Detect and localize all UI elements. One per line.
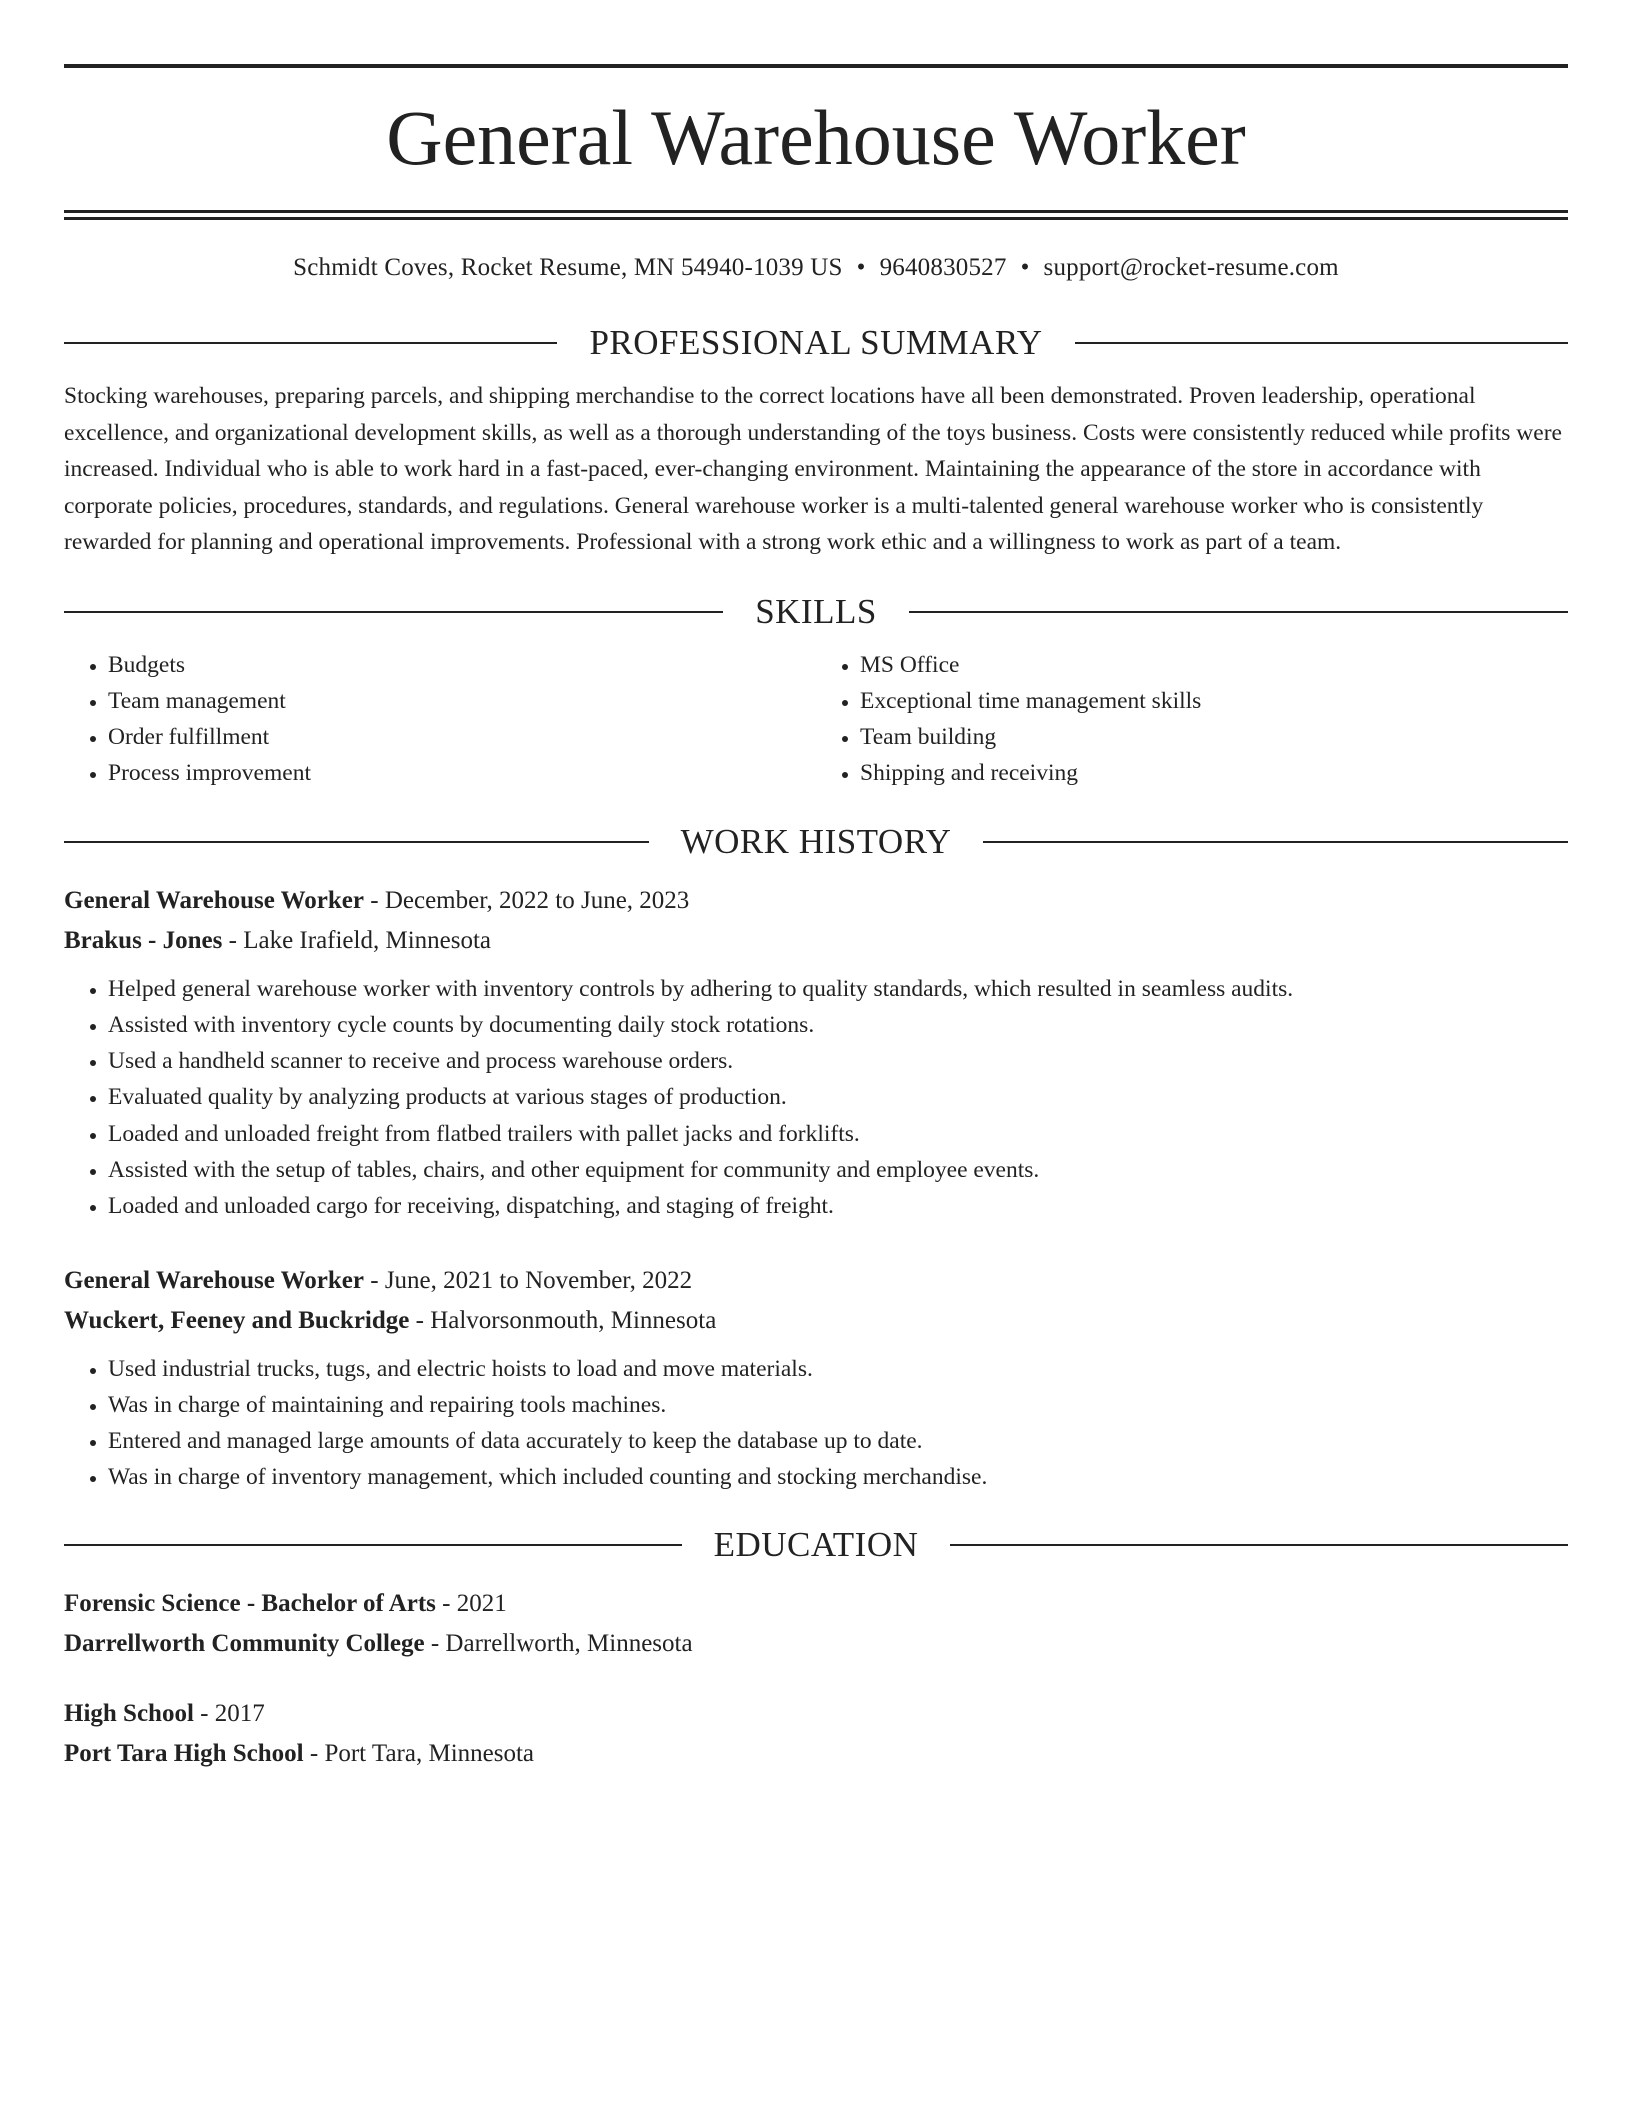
skills-list: [64, 647, 1568, 791]
education-location: Port Tara, Minnesota: [324, 1739, 535, 1767]
job-entry: [64, 1261, 1568, 1496]
job-bullet: • Used industrial trucks, tugs, and electric hoists to load and move materials.: [108, 1351, 1568, 1387]
skill-item: • Process improvement: [108, 755, 816, 791]
education-school-line: [64, 1734, 1568, 1774]
job-company-line: [64, 1301, 1568, 1341]
job-bullets: [64, 971, 1568, 1225]
section-header-education: [64, 1524, 1568, 1566]
job-bullet: • Assisted with inventory cycle counts by documenting daily stock rotations.: [108, 1007, 1568, 1043]
section-rule: [950, 1544, 1568, 1546]
section-rule: [64, 611, 723, 613]
section-rule: [983, 841, 1568, 843]
dash: -: [222, 926, 244, 954]
contact-address: Schmidt Coves, Rocket Resume, MN 54940-1039 US: [293, 254, 843, 281]
dash: -: [193, 1699, 215, 1727]
job-bullet: • Assisted with the setup of tables, chairs, and other equipment for community and employee events.: [108, 1152, 1568, 1188]
job-bullets: [64, 1351, 1568, 1496]
job-location: Lake Irafield, Minnesota: [243, 926, 492, 954]
section-header-summary: [64, 322, 1568, 364]
job-company: Brakus - Jones: [64, 926, 223, 954]
dash: -: [424, 1629, 446, 1657]
education-degree: Forensic Science - Bachelor of Arts: [64, 1589, 436, 1617]
job-title: General Warehouse Worker: [64, 1266, 364, 1294]
education-year: 2017: [214, 1699, 265, 1727]
contact-email: support@rocket-resume.com: [1043, 254, 1339, 281]
education-school: Darrellworth Community College: [64, 1629, 425, 1657]
job-dates: June, 2021 to November, 2022: [384, 1266, 693, 1294]
job-bullet: • Evaluated quality by analyzing products at various stages of production.: [108, 1079, 1568, 1115]
education-degree-line: [64, 1584, 1568, 1624]
section-header-skills: [64, 591, 1568, 633]
education-year: 2021: [456, 1589, 507, 1617]
job-bullet: • Entered and managed large amounts of data accurately to keep the database up to date.: [108, 1423, 1568, 1459]
job-company: Wuckert, Feeney and Buckridge: [64, 1306, 410, 1334]
header-double-rule: [64, 210, 1568, 220]
summary-text: Stocking warehouses, preparing parcels, and shipping merchandise to the correct locations have all been demonstrated. Proven leadership, operational excellence, and organizational development skills, as well as a thorough understanding of the toys business. Costs were consistently reduced while profits were increased. Individual who is able to work hard in a fast-paced, ever-changing environment. Maintaining the appearance of the store in accordance with corporate policies, procedures, standards, and regulations. General warehouse worker is a multi-talented general warehouse worker who is consistently rewarded for planning and operational improvements. Professional with a strong work ethic and a willingness to work as part of a team.: [64, 383, 1562, 555]
education-school: Port Tara High School: [64, 1739, 304, 1767]
section-rule: [64, 342, 557, 344]
skill-item: • Team management: [108, 683, 816, 719]
section-rule: [64, 841, 649, 843]
section-title: SKILLS: [755, 591, 877, 631]
section-rule: [909, 611, 1568, 613]
job-bullet: • Was in charge of maintaining and repairing tools machines.: [108, 1387, 1568, 1423]
section-title: WORK HISTORY: [680, 821, 952, 861]
education-school-line: [64, 1624, 1568, 1664]
contact-separator: •: [1020, 254, 1030, 281]
job-title: General Warehouse Worker: [64, 886, 364, 914]
section-rule: [1075, 342, 1568, 344]
skill-item: • Exceptional time management skills: [860, 683, 1568, 719]
section-title: EDUCATION: [713, 1524, 919, 1564]
candidate-name: General Warehouse Worker: [386, 94, 1246, 181]
job-bullet: • Used a handheld scanner to receive and process warehouse orders.: [108, 1043, 1568, 1079]
contact-phone: 9640830527: [879, 254, 1007, 281]
education-entry: [64, 1694, 1568, 1774]
skills-column-right: [816, 647, 1568, 791]
section-title: PROFESSIONAL SUMMARY: [589, 323, 1043, 362]
job-company-line: [64, 921, 1568, 961]
education-degree: High School: [64, 1699, 194, 1727]
education-location: Darrellworth, Minnesota: [445, 1629, 693, 1657]
job-dates: December, 2022 to June, 2023: [384, 886, 690, 914]
section-rule: [64, 1544, 682, 1546]
skill-item: • Budgets: [108, 647, 816, 683]
skills-column-left: [64, 647, 816, 791]
job-entry: [64, 881, 1568, 1225]
skill-item: • Team building: [860, 719, 1568, 755]
dash: -: [364, 886, 385, 914]
job-bullet: • Helped general warehouse worker with inventory controls by adhering to quality standards, which resulted in seamless audits.: [108, 971, 1568, 1007]
contact-separator: •: [856, 254, 866, 281]
job-title-line: [64, 881, 1568, 921]
job-bullet: • Was in charge of inventory management, which included counting and stocking merchandise.: [108, 1459, 1568, 1495]
education-entry: [64, 1584, 1568, 1664]
dash: -: [364, 1266, 385, 1294]
dash: -: [303, 1739, 325, 1767]
dash: -: [409, 1306, 431, 1334]
job-location: Halvorsonmouth, Minnesota: [430, 1306, 717, 1334]
dash: -: [435, 1589, 457, 1617]
skill-item: • MS Office: [860, 647, 1568, 683]
section-header-work-history: [64, 821, 1568, 863]
job-title-line: [64, 1261, 1568, 1301]
job-bullet: • Loaded and unloaded cargo for receiving, dispatching, and staging of freight.: [108, 1188, 1568, 1224]
job-bullet: • Loaded and unloaded freight from flatbed trailers with pallet jacks and forklifts.: [108, 1116, 1568, 1152]
header-top-rule: [64, 64, 1568, 68]
skill-item: • Shipping and receiving: [860, 755, 1568, 791]
education-degree-line: [64, 1694, 1568, 1734]
contact-line: [64, 252, 1568, 284]
skill-item: • Order fulfillment: [108, 719, 816, 755]
